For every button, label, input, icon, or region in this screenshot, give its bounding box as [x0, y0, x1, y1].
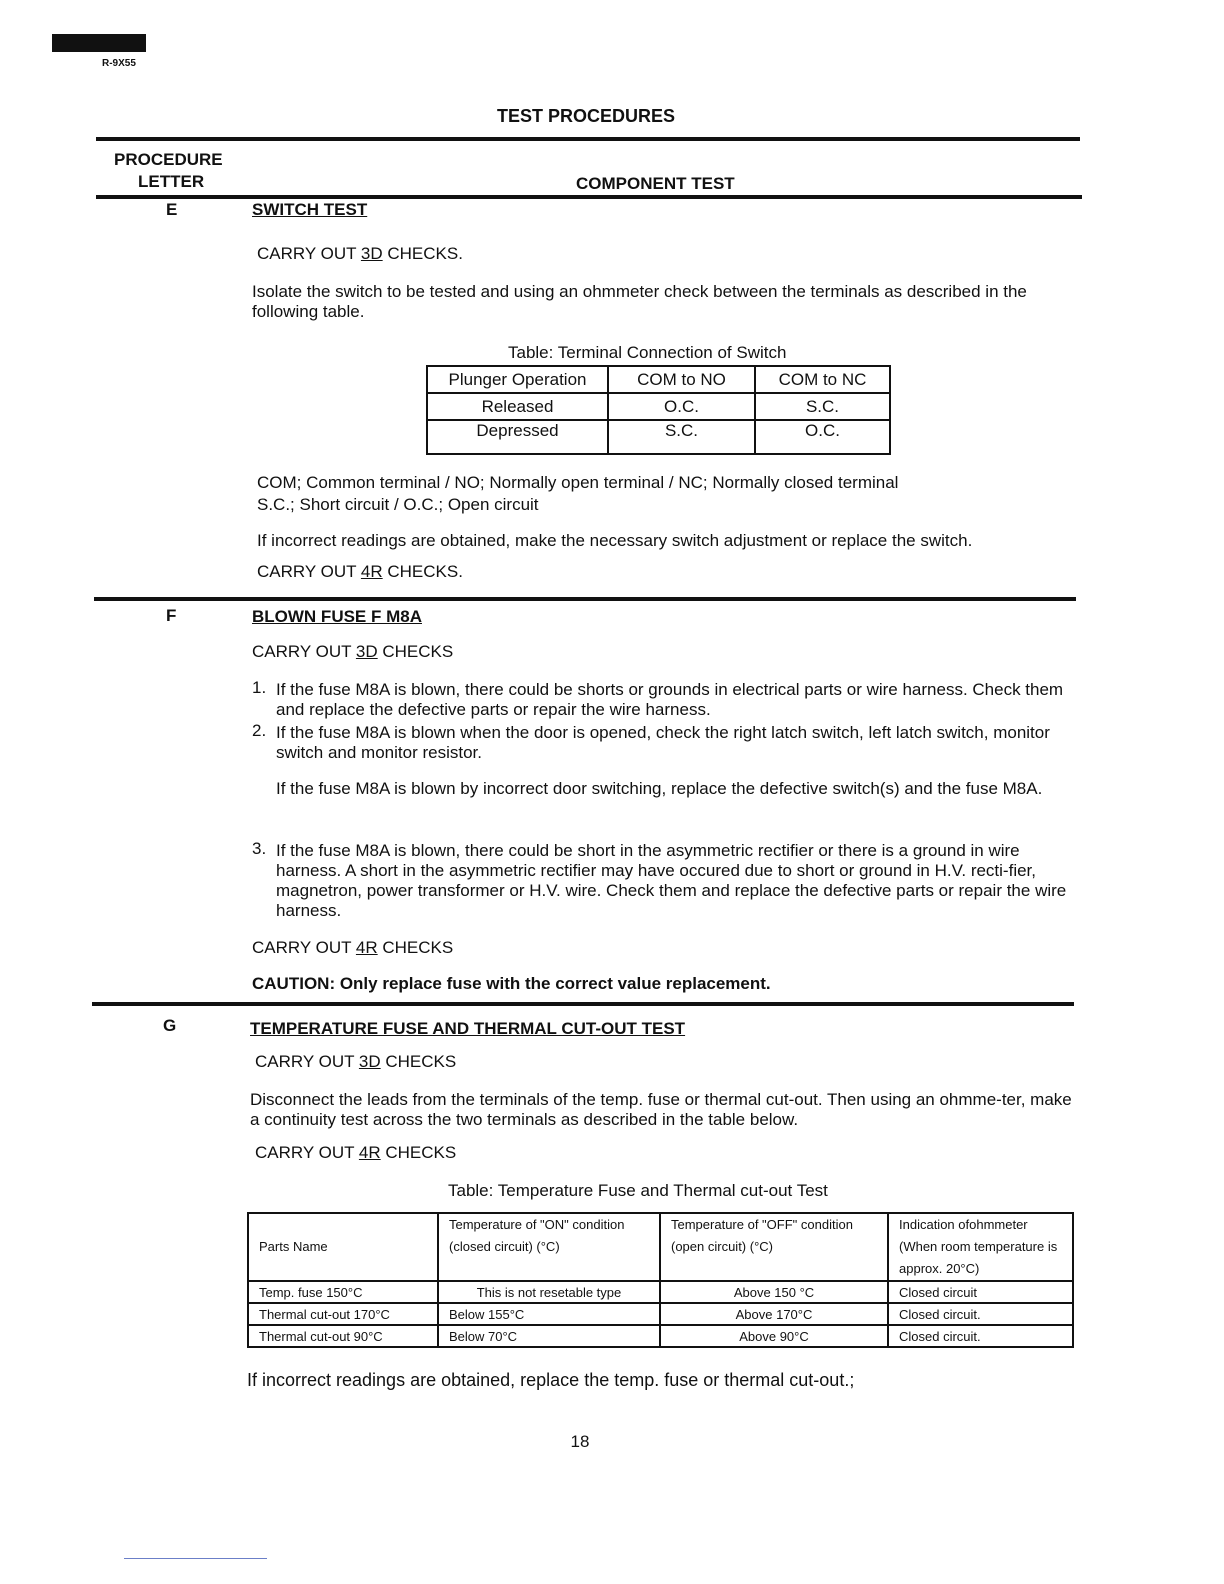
table-row	[248, 1213, 1073, 1281]
table-cell: Thermal cut-out 90°C	[248, 1325, 438, 1347]
temp-fuse-intro: Disconnect the leads from the terminals of the temp. fuse or thermal cut-out. Then using an ohmme-ter, make a continuity test across the two terminals as described in the table below.	[250, 1090, 1072, 1129]
section-divider-ef	[94, 597, 1076, 601]
table-cell: S.C.	[608, 420, 755, 454]
carry-out-3d-e: CARRY OUT 3D CHECKS.	[257, 244, 463, 263]
table-header-cell: Indication ofohmmeter (When room temperature is approx. 20°C)	[888, 1213, 1073, 1281]
carry-out-3d-f: CARRY OUT 3D CHECKS	[252, 642, 454, 661]
model-label-bar	[52, 34, 146, 52]
procedure-letter-g: G	[163, 1016, 177, 1035]
list-item: If the fuse M8A is blown, there could be short in the asymmetric rectifier or there is a ground in wire harness. A short in the asymmetric rectifier may have occured due to short or ground in H.V. recti-fier, magnetron, power transformer or H.V. wire. Check them and replace the defective parts or repair the wire harness.	[276, 841, 1067, 920]
table-row	[427, 393, 890, 420]
switch-legend-terminals: COM; Common terminal / NO; Normally open terminal / NC; Normally closed terminal	[257, 473, 899, 492]
section-title-switch-test: SWITCH TEST	[252, 200, 368, 219]
switch-table-caption: Table: Terminal Connection of Switch	[508, 343, 787, 362]
table-cell: This is not resetable type	[438, 1281, 660, 1303]
list-item-num: 3.	[252, 839, 267, 858]
table-cell: Depressed	[427, 420, 608, 454]
list-item: If the fuse M8A is blown, there could be shorts or grounds in electrical parts or wire harness. Check them and replace the defective parts or repair the wire harness.	[276, 680, 1064, 719]
list-item-num: 2.	[252, 721, 267, 740]
table-cell: Closed circuit.	[888, 1303, 1073, 1325]
table-header-cell: COM to NC	[755, 366, 890, 393]
header-rule-bottom	[96, 195, 1082, 199]
table-header-cell: Parts Name	[248, 1213, 438, 1281]
table-cell: Above 90°C	[660, 1325, 888, 1347]
table-cell: Released	[427, 393, 608, 420]
table-cell: Closed circuit.	[888, 1325, 1073, 1347]
temp-fuse-table-caption: Table: Temperature Fuse and Thermal cut-out Test	[448, 1181, 828, 1200]
col-header-procedure: PROCEDURE	[114, 150, 223, 169]
table-row	[248, 1303, 1073, 1325]
procedure-letter-e: E	[166, 200, 178, 219]
table-header-cell: Plunger Operation	[427, 366, 608, 393]
section-title-blown-fuse: BLOWN FUSE F M8A	[252, 607, 422, 626]
section-divider-fg	[92, 1002, 1074, 1006]
table-cell: Below 70°C	[438, 1325, 660, 1347]
table-row	[427, 420, 890, 454]
table-cell: Below 155°C	[438, 1303, 660, 1325]
table-cell: Above 170°C	[660, 1303, 888, 1325]
table-row	[248, 1325, 1073, 1347]
carry-out-4r-f: CARRY OUT 4R CHECKS	[252, 938, 454, 957]
page-title: TEST PROCEDURES	[496, 106, 676, 126]
switch-test-intro: Isolate the switch to be tested and using an ohmmeter check between the terminals as described in the following table.	[252, 282, 1027, 321]
table-cell: Above 150 °C	[660, 1281, 888, 1303]
table-cell: Closed circuit	[888, 1281, 1073, 1303]
switch-legend-circuits: S.C.; Short circuit / O.C.; Open circuit	[257, 495, 539, 514]
temp-fuse-table	[247, 1212, 1074, 1348]
section-title-temp-fuse: TEMPERATURE FUSE AND THERMAL CUT-OUT TEST	[250, 1019, 686, 1038]
procedure-letter-f: F	[166, 606, 177, 625]
table-cell: O.C.	[608, 393, 755, 420]
col-header-letter: LETTER	[138, 172, 205, 191]
table-row	[248, 1281, 1073, 1303]
list-item-num: 1.	[252, 678, 267, 697]
table-cell: Thermal cut-out 170°C	[248, 1303, 438, 1325]
carry-out-3d-g: CARRY OUT 3D CHECKS	[255, 1052, 457, 1071]
table-cell: O.C.	[755, 420, 890, 454]
table-header-cell: Temperature of "ON" condition (closed circuit) (°C)	[438, 1213, 660, 1281]
list-item-note: If the fuse M8A is blown by incorrect door switching, replace the defective switch(s) and the fuse M8A.	[276, 779, 1043, 798]
switch-table	[426, 365, 891, 455]
temp-fuse-incorrect-note: If incorrect readings are obtained, replace the temp. fuse or thermal cut-out.;	[247, 1370, 855, 1390]
carry-out-4r-e: CARRY OUT 4R CHECKS.	[257, 562, 463, 581]
footer-line	[124, 1558, 267, 1559]
table-header-cell: COM to NO	[608, 366, 755, 393]
table-header-cell: Temperature of "OFF" condition (open circuit) (°C)	[660, 1213, 888, 1281]
col-header-component-test: COMPONENT TEST	[576, 174, 735, 193]
caution-note: CAUTION: Only replace fuse with the correct value replacement.	[252, 974, 771, 993]
table-cell: Temp. fuse 150°C	[248, 1281, 438, 1303]
model-number: R-9X55	[102, 58, 136, 69]
switch-incorrect-note: If incorrect readings are obtained, make the necessary switch adjustment or replace the switch.	[257, 531, 973, 550]
table-row	[427, 366, 890, 393]
header-rule-top	[96, 137, 1080, 141]
list-item: If the fuse M8A is blown when the door is opened, check the right latch switch, left latch switch, monitor switch and monitor resistor.	[276, 723, 1050, 762]
table-cell: S.C.	[755, 393, 890, 420]
carry-out-4r-g: CARRY OUT 4R CHECKS	[255, 1143, 457, 1162]
page-number: 18	[570, 1432, 590, 1451]
